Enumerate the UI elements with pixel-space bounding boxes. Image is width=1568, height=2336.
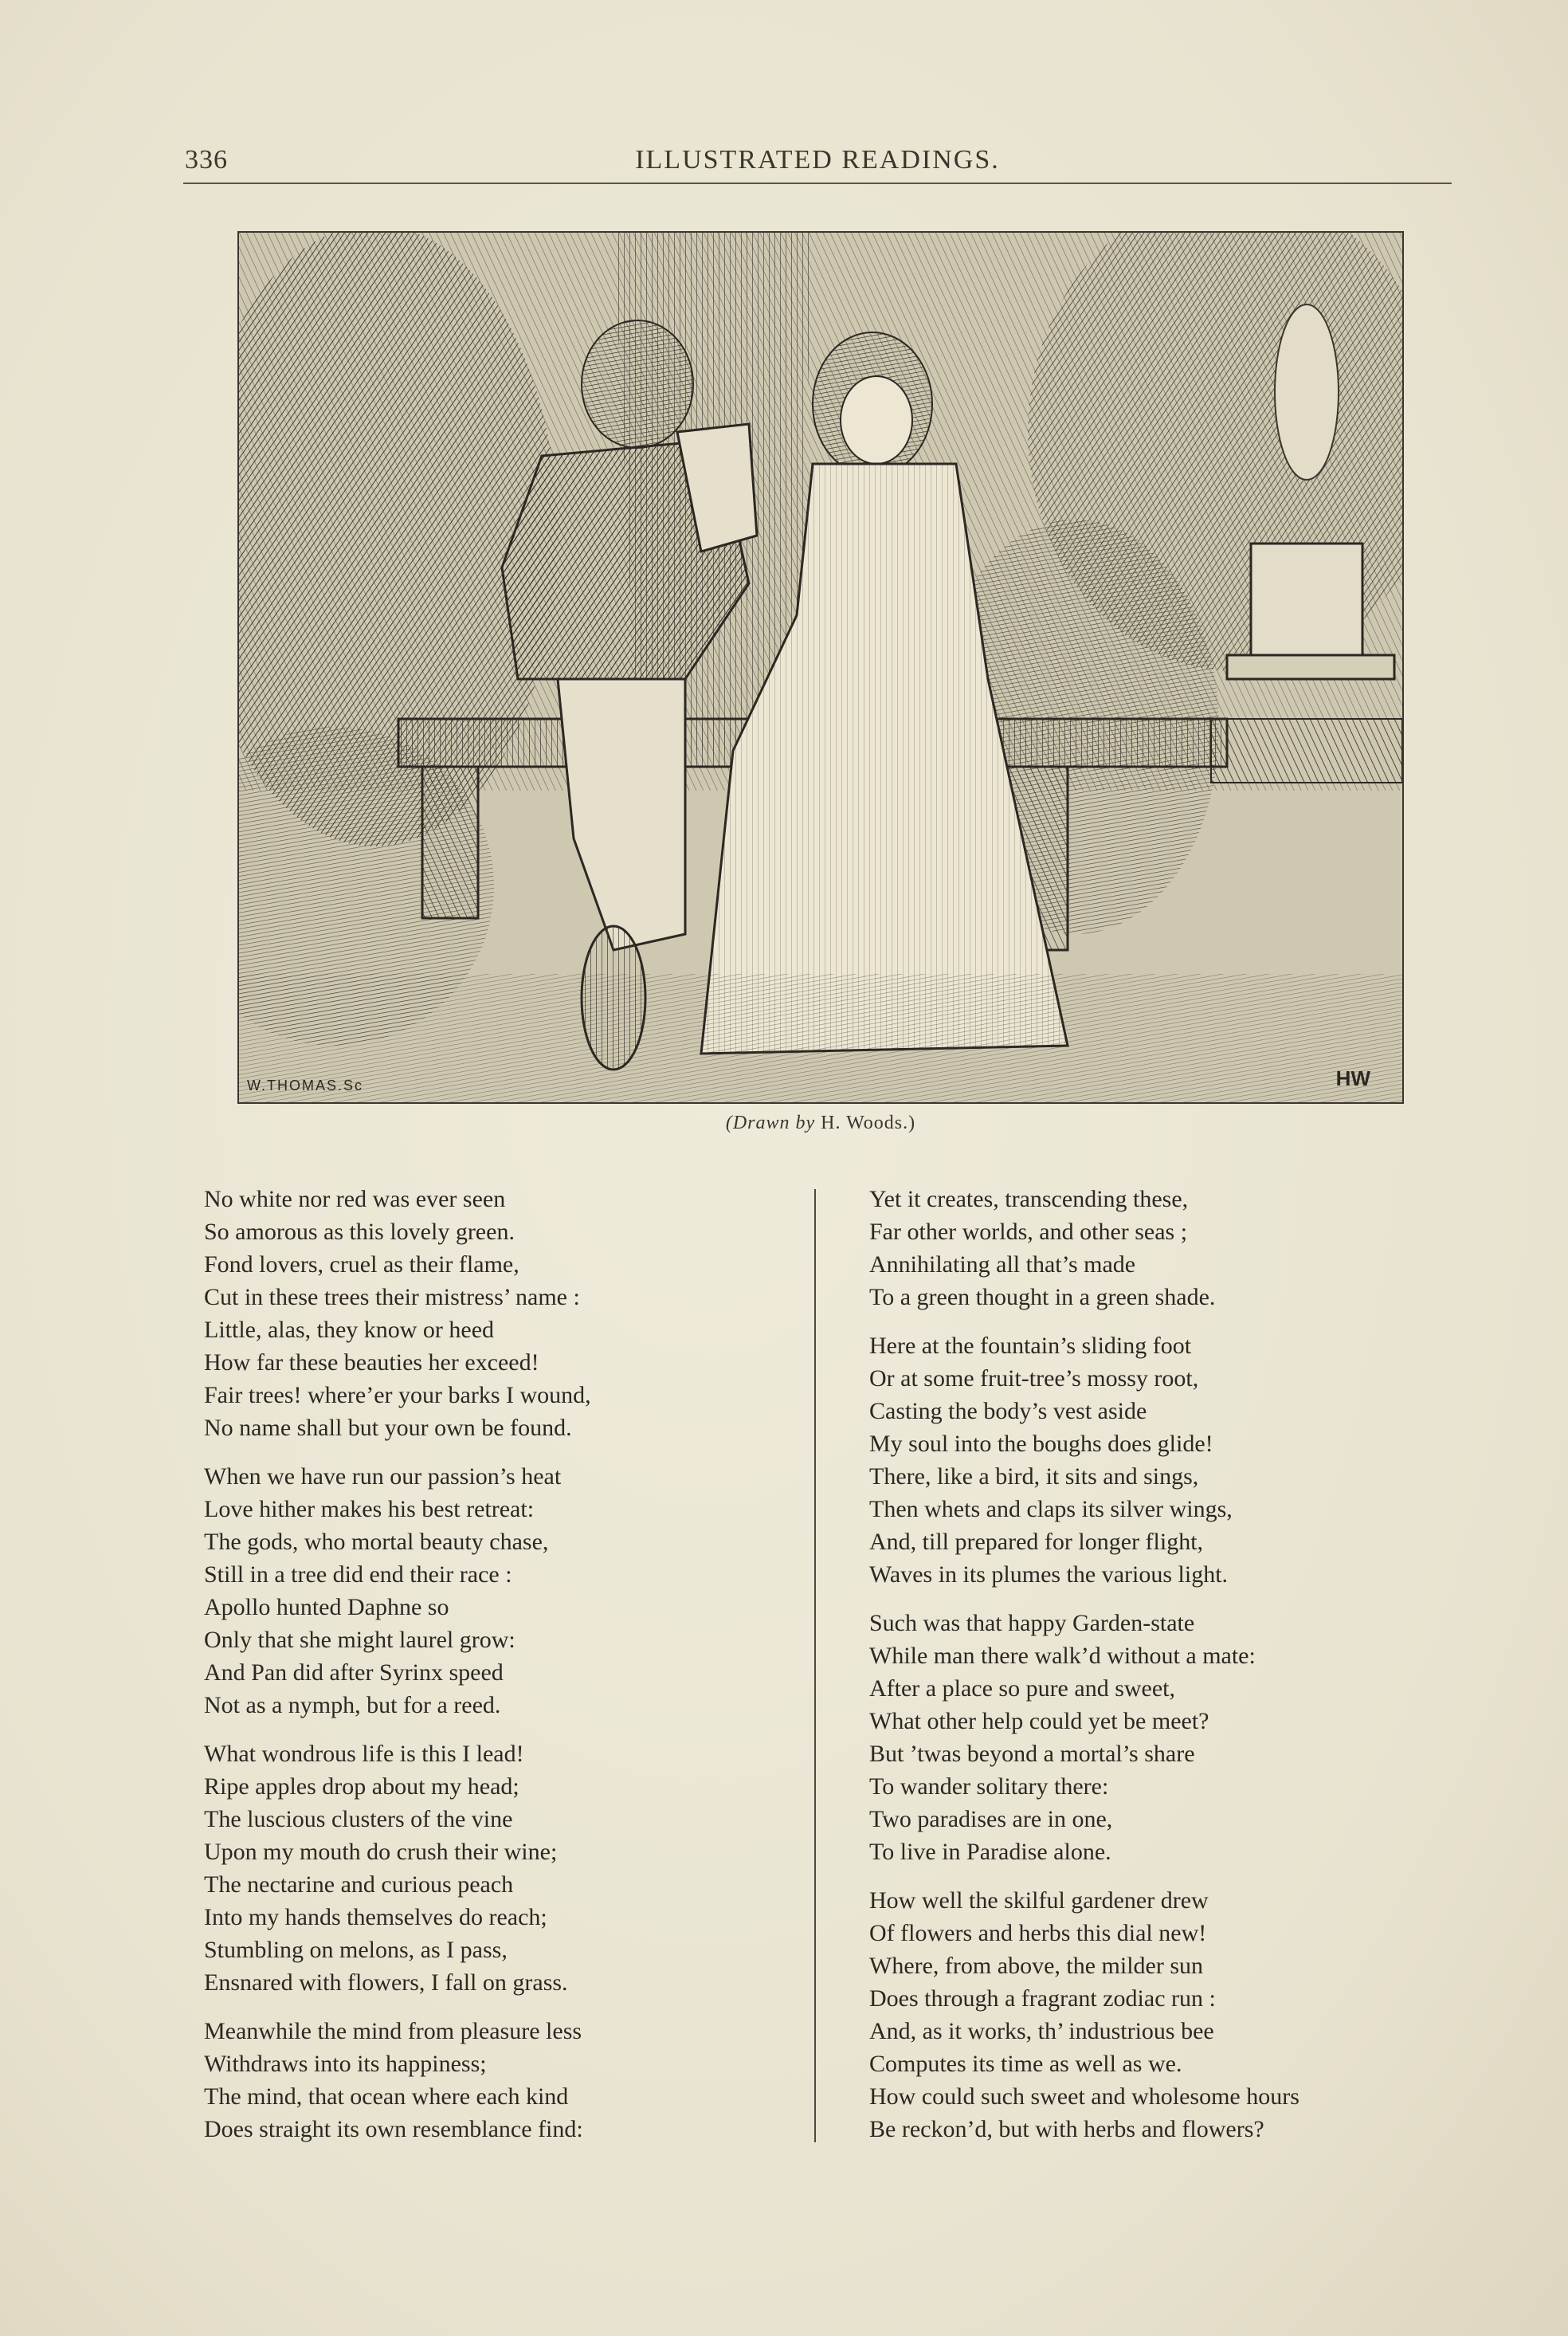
illustration-caption — [237, 1113, 1404, 1134]
poem-line: What other help could yet be meet? — [869, 1708, 1209, 1734]
poem-line: Apollo hunted Daphne so — [204, 1594, 449, 1620]
poem-line: So amorous as this lovely green. — [204, 1219, 515, 1245]
poem-line: Such was that happy Garden-state — [869, 1610, 1195, 1636]
poem-line: No white nor red was ever seen — [204, 1186, 506, 1212]
running-head: ILLUSTRATED READINGS. — [635, 145, 1000, 175]
poem-line: And, till prepared for longer flight, — [869, 1529, 1204, 1555]
poem-stanza — [204, 1183, 809, 1444]
poem-line: There, like a bird, it sits and sings, — [869, 1463, 1199, 1490]
poem-line: Where, from above, the milder sun — [869, 1953, 1204, 1979]
poem-line: Still in a tree did end their race : — [204, 1561, 512, 1588]
poem-stanza — [869, 1329, 1475, 1591]
poem-line: Withdraws into its happiness; — [204, 2051, 487, 2077]
poem-line: Annihilating all that’s made — [869, 1251, 1136, 1278]
poem-line: To a green thought in a green shade. — [869, 1284, 1216, 1310]
poem-stanza — [204, 2015, 809, 2146]
caption-artist: H. Woods.) — [821, 1113, 916, 1133]
poem-right-column — [869, 1183, 1475, 2161]
page-number: 336 — [185, 145, 228, 175]
poem-line: Little, alas, they know or heed — [204, 1317, 495, 1343]
poem-line: Only that she might laurel grow: — [204, 1627, 515, 1653]
poem-line: Does straight its own resemblance find: — [204, 2116, 583, 2142]
poem-line: My soul into the boughs does glide! — [869, 1431, 1213, 1457]
poem-line: Cut in these trees their mistress’ name : — [204, 1284, 580, 1310]
header-rule — [183, 183, 1452, 184]
poem-line: Upon my mouth do crush their wine; — [204, 1839, 558, 1865]
engraver-signature: W.THOMAS.Sc — [247, 1078, 364, 1093]
artist-monogram: HW — [1335, 1066, 1370, 1090]
poem-line: No name shall but your own be found. — [204, 1415, 572, 1441]
page-header — [183, 135, 1452, 183]
poem-line: Into my hands themselves do reach; — [204, 1904, 547, 1930]
poem-stanza — [204, 1460, 809, 1722]
poem-line: And, as it works, th’ industrious bee — [869, 2018, 1214, 2044]
poem-line: Then whets and claps its silver wings, — [869, 1496, 1233, 1522]
poem-line: Fair trees! where’er your barks I wound, — [204, 1382, 591, 1408]
poem-line: The gods, who mortal beauty chase, — [204, 1529, 549, 1555]
caption-prefix: (Drawn by — [725, 1113, 816, 1133]
poem-line: Far other worlds, and other seas ; — [869, 1219, 1188, 1245]
column-divider — [814, 1189, 816, 2142]
poem-line: And Pan did after Syrinx speed — [204, 1659, 504, 1686]
poem-stanza — [204, 1737, 809, 1999]
poem-line: Love hither makes his best retreat: — [204, 1496, 535, 1522]
poem-stanza — [869, 1607, 1475, 1868]
poem-left-column — [204, 1183, 809, 2161]
poem-line: After a place so pure and sweet, — [869, 1675, 1175, 1702]
poem-line: Computes its time as well as we. — [869, 2051, 1182, 2077]
poem-line: Or at some fruit-tree’s mossy root, — [869, 1365, 1199, 1392]
poem-line: Two paradises are in one, — [869, 1806, 1113, 1832]
poem-line: But ’twas beyond a mortal’s share — [869, 1741, 1195, 1767]
poem-line: Does through a fragrant zodiac run : — [869, 1985, 1216, 2012]
poem-line: The luscious clusters of the vine — [204, 1806, 513, 1832]
poem-line: Here at the fountain’s sliding foot — [869, 1333, 1192, 1359]
poem-line: Not as a nymph, but for a reed. — [204, 1692, 501, 1718]
poem-line: How far these beauties her exceed! — [204, 1349, 539, 1376]
poem-line: Waves in its plumes the various light. — [869, 1561, 1229, 1588]
poem-line: Ensnared with flowers, I fall on grass. — [204, 1969, 568, 1996]
poem-line: Yet it creates, transcending these, — [869, 1186, 1189, 1212]
poem-line: What wondrous life is this I lead! — [204, 1741, 524, 1767]
engraving-illustration — [237, 231, 1404, 1104]
poem-stanza — [869, 1884, 1475, 2146]
poem-stanza — [869, 1183, 1475, 1313]
poem-line: When we have run our passion’s heat — [204, 1463, 562, 1490]
poem-line: Of flowers and herbs this dial new! — [869, 1920, 1207, 1946]
poem-line: Stumbling on melons, as I pass, — [204, 1937, 508, 1963]
poem-line: The mind, that ocean where each kind — [204, 2083, 569, 2110]
poem-line: Be reckon’d, but with herbs and flowers? — [869, 2116, 1264, 2142]
poem-line: How well the skilful gardener drew — [869, 1887, 1209, 1914]
poem-line: Fond lovers, cruel as their flame, — [204, 1251, 519, 1278]
poem-line: While man there walk’d without a mate: — [869, 1643, 1256, 1669]
poem-line: How could such sweet and wholesome hours — [869, 2083, 1299, 2110]
poem-line: Ripe apples drop about my head; — [204, 1773, 519, 1800]
engraving-artwork — [239, 233, 1402, 1102]
poem-line: To wander solitary there: — [869, 1773, 1109, 1800]
poem-line: To live in Paradise alone. — [869, 1839, 1111, 1865]
poem-line: The nectarine and curious peach — [204, 1871, 514, 1898]
poem-line: Meanwhile the mind from pleasure less — [204, 2018, 582, 2044]
poem-line: Casting the body’s vest aside — [869, 1398, 1147, 1424]
